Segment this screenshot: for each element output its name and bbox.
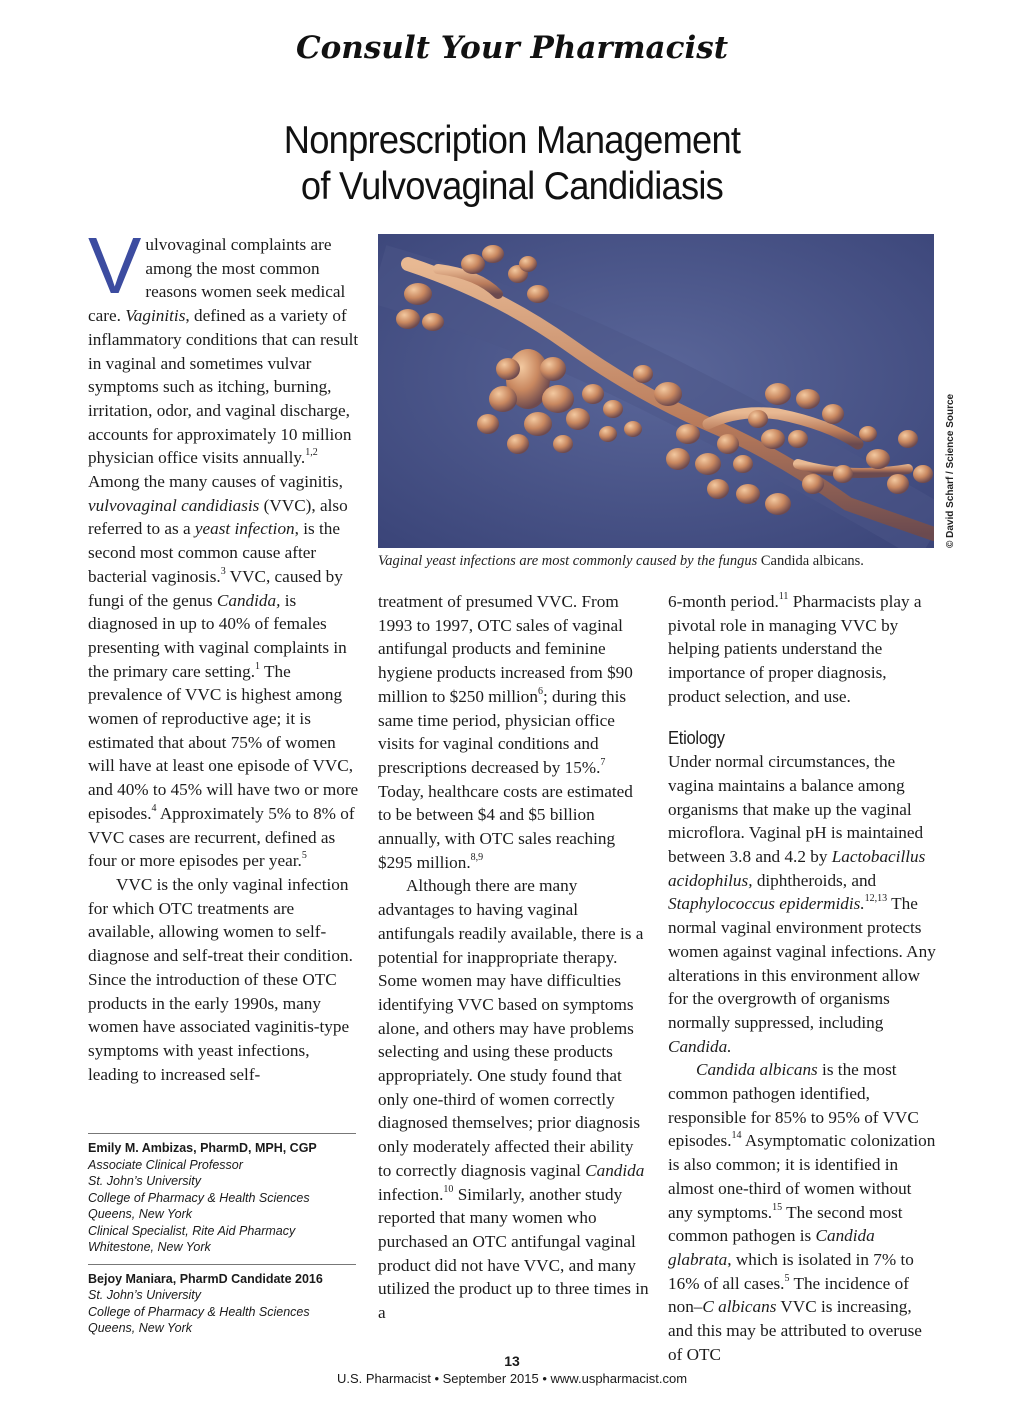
drop-cap: V xyxy=(88,221,142,310)
header-accent-bar xyxy=(377,64,647,88)
page-footer xyxy=(0,1352,1024,1388)
author-name: Bejoy Maniara, PharmD Candidate 2016 xyxy=(88,1271,323,1286)
paragraph: treatment of presumed VVC. From 1993 to 1997, OTC sales of vaginal antifungal products and feminine hygiene products increased from $90 million to $250 million$^6$; during this same time period, physician office visits for vaginal conditions and prescriptions decreased by 15%.$^7$ Today, healthcare costs are estimated to be between $4 and $5 billion annually, with OTC sales reaching $295 million.$^{8,9}$ xyxy=(378,592,633,872)
author-affiliation: Queens, New York xyxy=(88,1207,192,1221)
paragraph: Vulvovaginal complaints are among the most common reasons women seek medical care. Vaginitis, defined as a variety of inflammatory conditions that can result in vaginal and sometimes vulvar symptoms such as itching, burning, irritation, odor, and vaginal discharge, accounts for approximately 10 million physician office visits annually.$^{1,2}$ Among the many causes of vaginitis, vulvovaginal candidiasis (VVC), also referred to as a yeast infection, is the second most common cause after bacterial vaginosis.$^3$ VVC, caused by fungi of the genus Candida, is diagnosed in up to 40% of females presenting with vaginal complaints in the primary care setting.$^1$ The prevalence of VVC is highest among women of reproductive age; it is estimated that about 75% of women will have at least one episode of VVC, and 40% to 45% will have two or more episodes.$^4$ Approximately 5% to 8% of VVC cases are recurrent, defined as four or more episodes per year.$^5$ xyxy=(88,221,359,871)
author-affiliation: St. John’s University xyxy=(88,1288,202,1302)
body-column-3 xyxy=(668,590,940,1367)
paragraph: Although there are many advantages to having vaginal antifungals readily available, there is a potential for inappropriate therapy. Some women may have difficulties identifying VVC based on symptoms alone, and others may have problems selecting and using these products appropriately. One study found that only one-third of women correctly diagnosed themselves; prior diagnosis only moderately affected their ability to correctly diagnosis vaginal Candida infection.$^{10}$ Similarly, another study reported that many women who purchased an OTC antifungal vaginal product did not have VVC, and many utilized the product up to three times in a xyxy=(378,876,649,1323)
author-block xyxy=(88,1140,356,1256)
author-affiliation: Queens, New York xyxy=(88,1321,192,1335)
candida-micrograph-illustration xyxy=(378,234,934,548)
page-number: 13 xyxy=(504,1353,520,1369)
author-name: Emily M. Ambizas, PharmD, MPH, CGP xyxy=(88,1141,317,1155)
body-column-2 xyxy=(378,590,650,1325)
paragraph: Candida albicans is the most common pathogen identified, responsible for 85% to 95% of VVC episodes.$^{14}$ Asymptomatic colonization is also common; it is identified in almost one-third of women without any symptoms.$^{15}$ The second most common pathogen is Candida glabrata, which is isolated in 7% to 16% of all cases.$^5$ The incidence of non–C albicans VVC is increasing, and this may be attributed to overuse of OTC xyxy=(668,1060,936,1364)
author-affiliation: St. John’s University xyxy=(88,1174,202,1188)
article-title-line1: Nonprescription Management xyxy=(283,119,741,162)
author-affiliation: College of Pharmacy & Health Sciences xyxy=(88,1304,310,1319)
paragraph: Under normal circumstances, the vagina maintains a balance among organisms that make up the vaginal microflora. Vaginal pH is maintained between 3.8 and 4.2 by Lactobacillus acidophilus, diphtheroids, and Staphylococcus epidermidis.$^{12,13}$ The normal vaginal environment protects women against vaginal infections. Any alterations in this environment allow for the overgrowth of organisms normally suppressed, including Candida. xyxy=(668,752,936,1056)
body-column-1 xyxy=(88,221,360,1086)
figure-caption xyxy=(378,553,938,570)
author-affiliation: Associate Clinical Professor xyxy=(88,1157,243,1172)
author-affiliation: Whitestone, New York xyxy=(88,1240,211,1254)
footer-publication-line: U.S. Pharmacist • September 2015 • www.uspharmacist.com xyxy=(336,1371,688,1386)
author-affiliation: College of Pharmacy & Health Sciences xyxy=(88,1190,310,1205)
author-block xyxy=(88,1264,356,1337)
author-info xyxy=(88,1133,356,1337)
section-heading-etiology: Etiology xyxy=(668,727,725,748)
author-affiliation: Clinical Specialist, Rite Aid Pharmacy xyxy=(88,1223,296,1238)
section-header xyxy=(0,30,1024,66)
figure-caption-species: Candida albicans. xyxy=(760,553,864,569)
paragraph: 6-month period.$^{11}$ Pharmacists play a pivotal role in managing VVC by helping patients understand the importance of proper diagnosis, product selection, and use. xyxy=(668,591,922,706)
photo-credit: © David Scharf / Science Source xyxy=(945,393,956,548)
article-title-line2: of Vulvovaginal Candidiasis xyxy=(300,165,724,208)
figure-caption-text: Vaginal yeast infections are most commonly caused by the fungus xyxy=(378,553,758,569)
section-header-text: Consult Your Pharmacist xyxy=(295,30,729,66)
article-title xyxy=(36,118,988,210)
micrograph-image xyxy=(378,234,934,548)
paragraph: VVC is the only vaginal infection for which OTC treatments are available, allowing women to self-diagnose and self-treat their condition. Since the introduction of these OTC products in the early 1990s, many women have associated vaginitis-type symptoms with yeast infections, leading to increased self- xyxy=(88,874,353,1084)
